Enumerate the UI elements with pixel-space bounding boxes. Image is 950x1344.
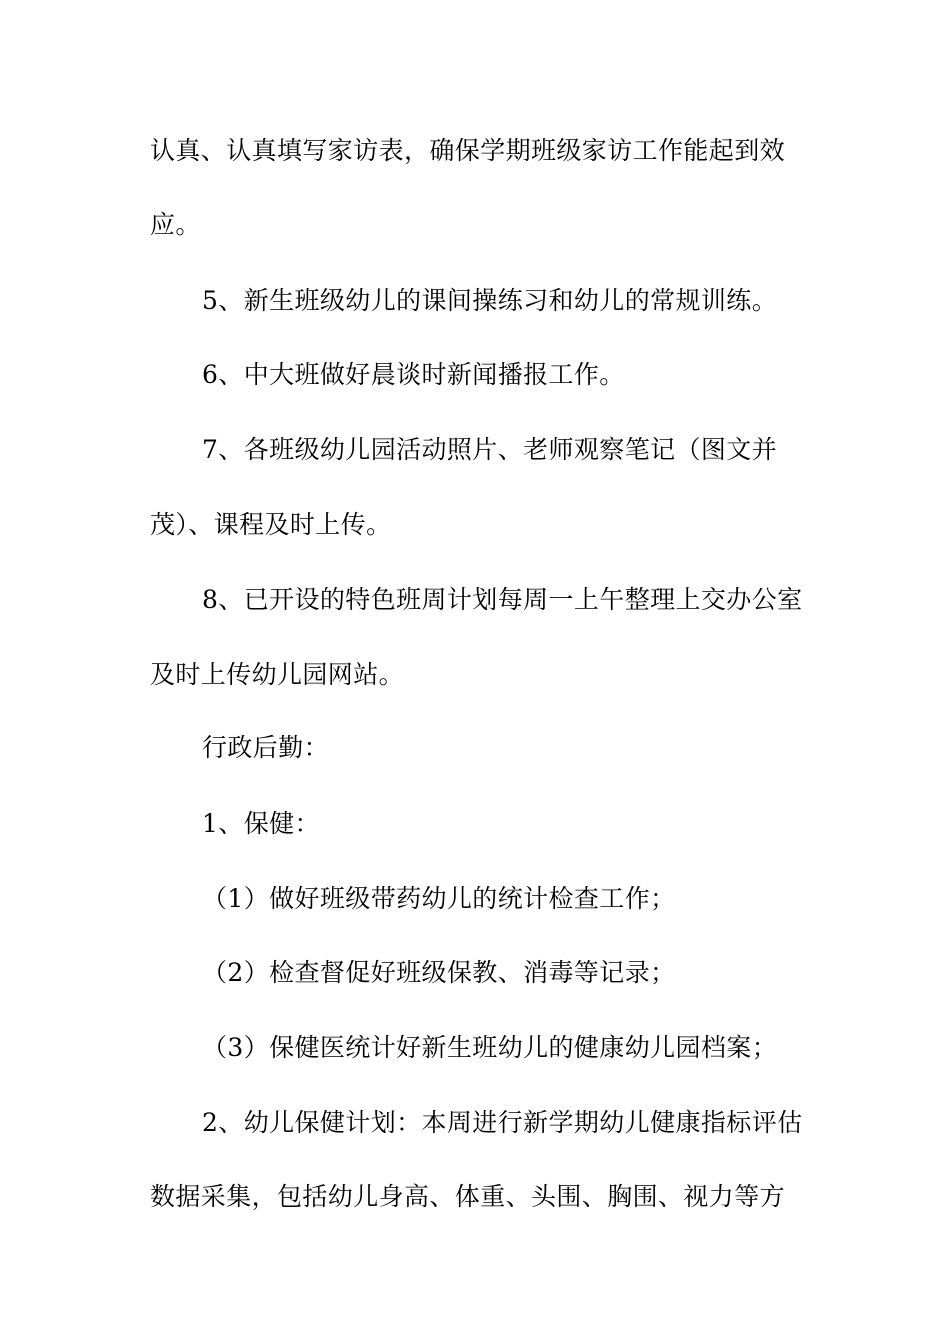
item-7-photos-notes-continued: 茂）、课程及时上传。 <box>150 510 392 539</box>
item-2-health-plan: 2、幼儿保健计划：本周进行新学期幼儿健康指标评估 <box>202 1108 803 1137</box>
paragraph-line-home-visit-end: 应。 <box>150 210 201 239</box>
item-8-weekly-plan: 8、已开设的特色班周计划每周一上午整理上交办公室 <box>202 585 803 614</box>
paragraph-line-home-visit-continued: 认真、认真填写家访表，确保学期班级家访工作能起到效 <box>150 136 786 165</box>
item-8-weekly-plan-continued: 及时上传幼儿园网站。 <box>150 660 405 689</box>
item-6-news-broadcast: 6、中大班做好晨谈时新闻播报工作。 <box>202 360 625 389</box>
section-heading-admin-logistics: 行政后勤： <box>202 733 330 762</box>
item-7-photos-notes: 7、各班级幼儿园活动照片、老师观察笔记（图文并 <box>202 435 778 464</box>
subitem-3-health-archives: （3）保健医统计好新生班幼儿的健康幼儿园档案； <box>202 1033 778 1062</box>
item-2-health-plan-continued: 数据采集，包括幼儿身高、体重、头围、胸围、视力等方 <box>150 1182 786 1211</box>
subheading-health-care: 1、保健： <box>202 809 320 838</box>
subitem-1-medication-check: （1）做好班级带药幼儿的统计检查工作； <box>202 884 676 913</box>
subitem-2-disinfection-records: （2）检查督促好班级保教、消毒等记录； <box>202 958 676 987</box>
item-5-exercise-training: 5、新生班级幼儿的课间操练习和幼儿的常规训练。 <box>202 286 778 315</box>
